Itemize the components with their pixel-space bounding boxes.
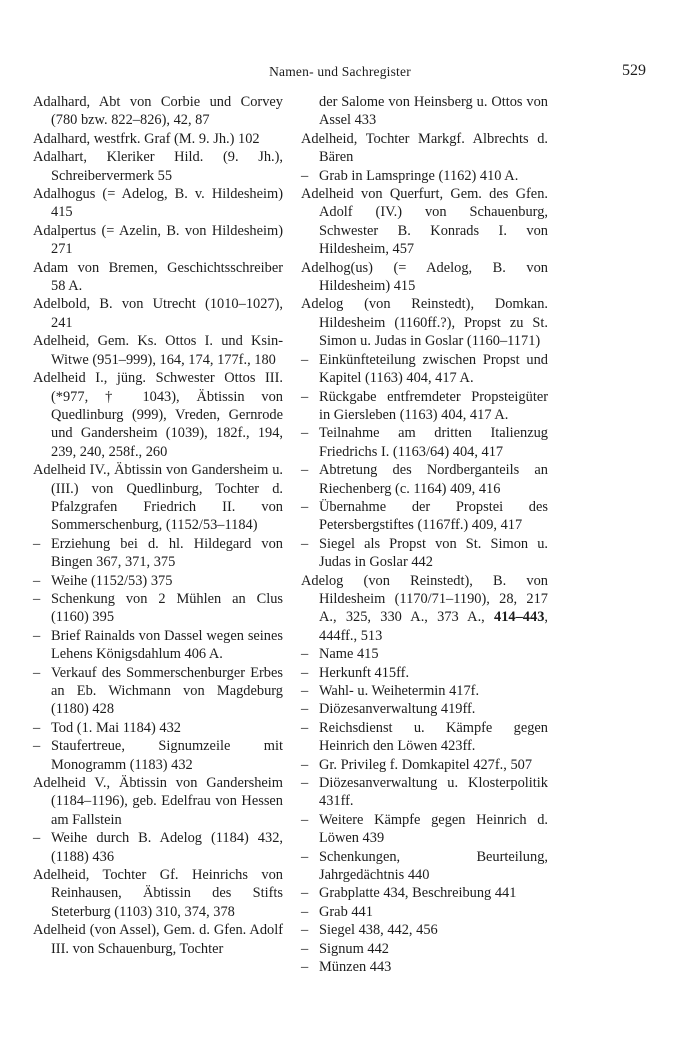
- index-subentry: [33, 664, 283, 719]
- page-number: 529: [622, 62, 646, 79]
- subentry-dash: –: [301, 535, 309, 552]
- subentry-text: Grab 441: [319, 903, 373, 920]
- subentry-text: Weihe (1152/53) 375: [51, 572, 173, 589]
- subentry-text: Brief Rainalds von Dassel wegen seines Lehens Königsdahlum 406 A.: [51, 627, 283, 663]
- index-subentry: [301, 921, 548, 939]
- index-subentry: [301, 884, 548, 902]
- subentry-dash: –: [301, 756, 309, 773]
- subentry-dash: –: [301, 940, 309, 957]
- subentry-text: Staufertreue, Signumzeile mit Monogramm (1183) 432: [51, 738, 283, 773]
- index-entry: [33, 921, 283, 958]
- subentry-dash: –: [301, 959, 309, 976]
- entry-text: Adelheid, Gem. Ks. Ottos I. und Ksin-Witwe (951–999), 164, 174, 177f., 180: [33, 333, 283, 368]
- index-subentry: [301, 958, 548, 976]
- subentry-text: Siegel 438, 442, 456: [319, 922, 438, 939]
- index-entry: [301, 185, 548, 259]
- entry-text: Adelheid IV., Äbtissin von Gandersheim u. (III.) von Quedlinburg, Tochter d. Pfalzgrafen Friedrich II. von Sommerschenburg, (1152/53–1184): [33, 462, 283, 534]
- subentry-dash: –: [301, 425, 309, 442]
- subentry-dash: –: [33, 590, 41, 607]
- subentry-dash: –: [301, 167, 309, 184]
- index-subentry: [301, 940, 548, 958]
- entry-text: Adelheid, Tochter Markgf. Albrechts d. Bären: [301, 130, 548, 166]
- entry-text: Adelog (von Reinstedt), Domkan. Hildesheim (1160ff.?), Propst zu St. Simon u. Judas in Goslar (1160–1171): [301, 296, 548, 350]
- index-entry: [301, 259, 548, 296]
- subentry-dash: –: [301, 664, 309, 681]
- index-subentry: [33, 829, 283, 866]
- subentry-text: Wahl- u. Weihetermin 417f.: [319, 683, 480, 699]
- subentry-text: Reichsdienst u. Kämpfe gegen Heinrich den Löwen 423ff.: [319, 719, 548, 755]
- subentry-text: Gr. Privileg f. Domkapitel 427f., 507: [319, 756, 533, 773]
- index-subentry: [33, 719, 283, 737]
- subentry-text: Abtretung des Nordberganteils an Riechenberg (c. 1164) 409, 416: [319, 462, 548, 497]
- index-subentry: [301, 664, 548, 682]
- entry-text: der Salome von Heinsberg u. Ottos von Assel 433: [319, 94, 548, 129]
- subentry-dash: –: [301, 719, 309, 736]
- index-entry: [33, 93, 283, 130]
- subentry-dash: –: [33, 738, 41, 755]
- subentry-dash: –: [301, 922, 309, 939]
- subentry-dash: –: [33, 664, 41, 681]
- subentry-text: Name 415: [319, 646, 379, 663]
- index-subentry: [301, 682, 548, 700]
- running-title: Namen- und Sachregister: [269, 64, 411, 79]
- subentry-dash: –: [301, 683, 309, 699]
- index-subentry: [301, 903, 548, 921]
- page-header: [34, 62, 646, 84]
- index-subentry: [33, 535, 283, 572]
- subentry-text: Grabplatte 434, Beschreibung 441: [319, 885, 517, 902]
- index-entry: [33, 332, 283, 369]
- subentry-dash: –: [301, 811, 309, 828]
- subentry-text: Diözesanverwaltung 419ff.: [319, 701, 476, 718]
- entry-text: Adalpertus (= Azelin, B. von Hildesheim) 271: [33, 222, 283, 258]
- subentry-dash: –: [33, 535, 41, 552]
- index-subentry: [301, 848, 548, 885]
- subentry-dash: –: [301, 351, 309, 368]
- subentry-dash: –: [33, 627, 41, 644]
- index-subentry: [33, 627, 283, 664]
- index-entry: [33, 259, 283, 296]
- index-entry: [301, 572, 548, 646]
- index-subentry: [301, 388, 548, 425]
- entry-text: Adelheid (von Assel), Gem. d. Gfen. Adolf III. von Schauenburg, Tochter: [33, 922, 283, 957]
- index-subentry: [301, 719, 548, 756]
- entry-text: Adelheid V., Äbtissin von Gandersheim (1184–1196), geb. Edelfrau von Hessen am Fallstein: [33, 775, 283, 828]
- index-entry: [33, 130, 283, 148]
- index-subentry: [301, 351, 548, 388]
- subentry-text: Verkauf des Sommerschenburger Erbes an Eb. Wichmann von Magdeburg (1180) 428: [51, 664, 283, 718]
- index-subentry: [301, 811, 548, 848]
- subentry-dash: –: [33, 572, 41, 589]
- entry-text: Adalhart, Kleriker Hild. (9. Jh.), Schreibervermerk 55: [33, 149, 283, 184]
- subentry-text: Erziehung bei d. hl. Hildegard von Bingen 367, 371, 375: [51, 535, 283, 571]
- index-entry-continuation: [301, 93, 548, 130]
- index-entry: [33, 774, 283, 829]
- subentry-text: Weitere Kämpfe gegen Heinrich d. Löwen 439: [319, 811, 548, 847]
- subentry-text: Weihe durch B. Adelog (1184) 432, (1188) 436: [51, 830, 283, 865]
- subentry-dash: –: [301, 388, 309, 405]
- subentry-text: Einkünfteteilung zwischen Propst und Kapitel (1163) 404, 417 A.: [319, 351, 548, 387]
- subentry-text: Schenkung von 2 Mühlen an Clus (1160) 395: [51, 590, 283, 626]
- subentry-dash: –: [33, 719, 41, 736]
- subentry-dash: –: [301, 498, 309, 515]
- subentry-text: Tod (1. Mai 1184) 432: [51, 719, 181, 736]
- index-subentry: [301, 645, 548, 663]
- index-subentry: [301, 498, 548, 535]
- index-subentry: [33, 572, 283, 590]
- subentry-dash: –: [301, 701, 309, 718]
- entry-text: Adelheid, Tochter Gf. Heinrichs von Reinhausen, Äbtissin des Stifts Steterburg (1103) 310, 374, 378: [33, 867, 283, 920]
- index-entry: [301, 130, 548, 167]
- entry-text: Adelheid I., jüng. Schwester Ottos III. (*977, † 1043), Äbtissin von Quedlinburg (999), Vreden, Gernrode und Gandersheim (1039), 182f., 194, 239, 240, 258f., 260: [33, 370, 283, 460]
- entry-text: Adelhog(us) (= Adelog, B. von Hildesheim) 415: [301, 259, 548, 295]
- entry-text: Adalhogus (= Adelog, B. v. Hildesheim) 415: [33, 186, 283, 221]
- subentry-dash: –: [301, 848, 309, 865]
- entry-text: Adalhard, Abt von Corbie und Corvey (780 bzw. 822–826), 42, 87: [33, 94, 283, 129]
- index-entry: [33, 148, 283, 185]
- index-subentry: [301, 756, 548, 774]
- subentry-dash: –: [301, 775, 309, 792]
- index-subentry: [33, 737, 283, 774]
- index-subentry: [301, 424, 548, 461]
- index-entry: [33, 185, 283, 222]
- index-subentry: [301, 700, 548, 718]
- index-subentry: [33, 590, 283, 627]
- entry-text-after: , 444ff., 513: [319, 609, 548, 644]
- subentry-dash: –: [301, 462, 309, 479]
- index-subentry: [301, 461, 548, 498]
- subentry-text: Diözesanverwaltung u. Klosterpolitik 431ff.: [319, 775, 548, 810]
- index-entry: [33, 461, 283, 535]
- subentry-text: Herkunft 415ff.: [319, 664, 410, 681]
- subentry-dash: –: [301, 885, 309, 902]
- index-column-right: [301, 93, 548, 977]
- subentry-dash: –: [33, 830, 41, 847]
- subentry-text: Übernahme der Propstei des Petersbergstiftes (1167ff.) 409, 417: [319, 498, 548, 534]
- subentry-text: Siegel als Propst von St. Simon u. Judas in Goslar 442: [319, 535, 548, 571]
- index-entry: [33, 369, 283, 461]
- index-entry: [33, 295, 283, 332]
- subentry-dash: –: [301, 646, 309, 663]
- index-column-left: [33, 93, 283, 958]
- entry-main-pages: 414–443: [494, 609, 545, 626]
- entry-text: Adelbold, B. von Utrecht (1010–1027), 241: [33, 296, 283, 331]
- index-entry: [33, 222, 283, 259]
- subentry-text: Teilnahme am dritten Italienzug Friedrichs I. (1163/64) 404, 417: [319, 425, 548, 460]
- index-subentry: [301, 774, 548, 811]
- entry-text: Adalhard, westfrk. Graf (M. 9. Jh.) 102: [33, 130, 260, 147]
- subentry-text: Grab in Lamspringe (1162) 410 A.: [319, 167, 519, 184]
- entry-text: Adelog (von Reinstedt), B. von Hildesheim (1170/71–1190), 28, 217 A., 325, 330 A., 373 A.,: [301, 572, 548, 626]
- subentry-text: Münzen 443: [319, 959, 392, 976]
- index-entry: [301, 295, 548, 350]
- entry-text: Adelheid von Querfurt, Gem. des Gfen. Adolf (IV.) von Schauenburg, Schwester B. Konrads I. von Hildesheim, 457: [301, 186, 548, 258]
- index-subentry: [301, 535, 548, 572]
- subentry-text: Signum 442: [319, 940, 389, 957]
- entry-text: Adam von Bremen, Geschichtsschreiber 58 A.: [33, 259, 283, 295]
- subentry-dash: –: [301, 903, 309, 920]
- index-entry: [33, 866, 283, 921]
- index-subentry: [301, 167, 548, 185]
- subentry-text: Rückgabe entfremdeter Propsteigüter in Giersleben (1163) 404, 417 A.: [319, 388, 548, 423]
- subentry-text: Schenkungen, Beurteilung, Jahrgedächtnis 440: [319, 848, 548, 884]
